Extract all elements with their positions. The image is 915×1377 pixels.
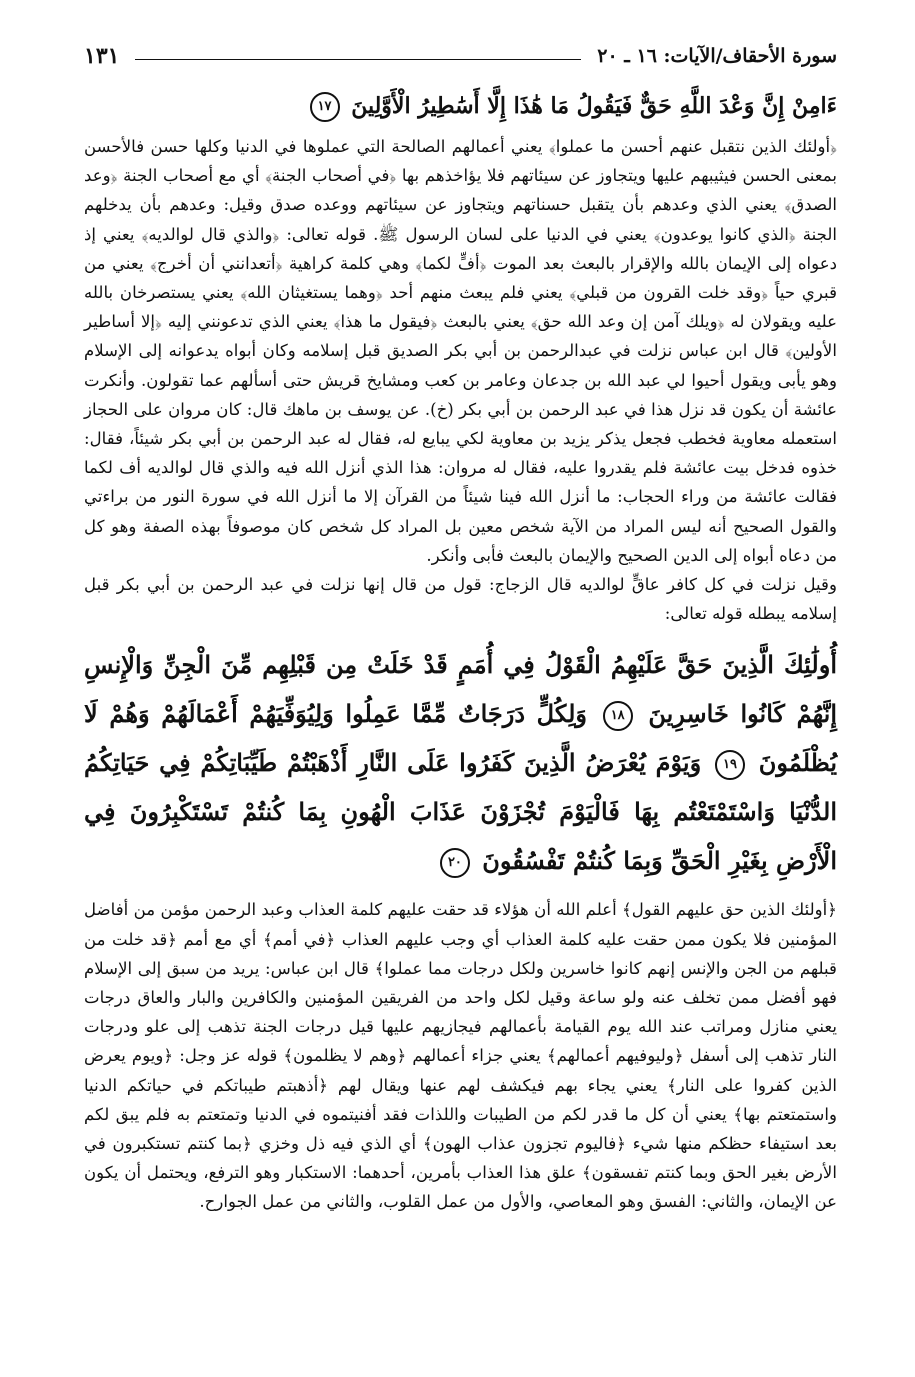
- running-header: [84, 38, 837, 74]
- verse-text: ءَامِنْ إِنَّ وَعْدَ اللَّهِ حَقٌّ فَيَقُولُ مَا هَٰذَا إِلَّا أَسَٰطِيرُ الْأَوَّلِينَ: [351, 93, 837, 119]
- ayah-number-marker: ١٧: [310, 92, 340, 122]
- verse-text: وَيَوْمَ يُعْرَضُ الَّذِينَ كَفَرُوا عَلَى النَّارِ أَذْهَبْتُمْ طَيِّبَاتِكُمْ فِي حَيَاتِكُمُ الدُّنْيَا وَاسْتَمْتَعْتُم بِهَا فَالْيَوْمَ تُجْزَوْنَ عَذَابَ الْهُونِ بِمَا كُنتُمْ تَسْتَكْبِرُونَ فِي الْأَرْضِ بِغَيْرِ الْحَقِّ وَبِمَا كُنتُمْ تَفْسُقُونَ: [84, 748, 837, 876]
- verse-top: [84, 84, 837, 128]
- verse-text: أُولَٰئِكَ الَّذِينَ حَقَّ عَلَيْهِمُ الْقَوْلُ فِي أُمَمٍ قَدْ خَلَتْ مِن قَبْلِهِم مِّنَ الْجِنِّ وَالْإِنسِ إِنَّهُمْ كَانُوا خَاسِرِينَ: [84, 650, 837, 729]
- ayah-number-marker: ١٨: [603, 701, 633, 731]
- surah-label: سورة الأحقاف/الآيات: ١٦ ـ ٢٠: [597, 45, 837, 67]
- page-number: ١٣١: [84, 43, 120, 69]
- tafsir-section-1: [84, 132, 837, 628]
- tafsir-section-2: [84, 895, 837, 1216]
- header-rule: [135, 59, 581, 60]
- ayah-number-marker: ٢٠: [440, 848, 470, 878]
- tafsir-paragraph: ﴿أولئك الذين حق عليهم القول﴾ أعلم الله أن هؤلاء قد حقت عليهم كلمة العذاب وعبد الرحمن مؤمن من أفاضل المؤمنين فلا يكون ممن حقت عليه كلمة العذاب أي وجب عليهم العذاب ﴿في أمم﴾ أي مع أمم ﴿قد خلت من قبلهم من الجن والإنس إنهم كانوا خاسرين ولكل درجات مما عملوا﴾ قال ابن عباس: يريد من سبق إلى الإسلام فهو أفضل ممن تخلف عنه ولو ساعة وقيل لكل واحد من الفريقين المؤمنين والكافرين والبار والعاق درجات يعني منازل ومراتب عند الله يوم القيامة بأعمالهم فيجازيهم عليها قيل درجات الجنة تذهب إلى علو ودرجات النار تذهب إلى أسفل ﴿وليوفيهم أعمالهم﴾ يعني جزاء أعمالهم ﴿وهم لا يظلمون﴾ قوله عز وجل: ﴿ويوم يعرض الذين كفروا على النار﴾ يعني يجاء بهم فيكشف لهم عنها ويقال لهم ﴿أذهبتم طيباتكم في حياتكم الدنيا واستمتعتم بها﴾ يعني أن كل ما قدر لكم من الطيبات واللذات فقد أفنيتموه في الدنيا وتمتعتم به فلم يبق لكم بعد استيفاء حظكم منها شيء ﴿فاليوم تجزون عذاب الهون﴾ أي الذي فيه ذل وخزي ﴿بما كنتم تستكبرون في الأرض بغير الحق وبما كنتم تفسقون﴾ علق هذا العذاب بأمرين، أحدهما: الاستكبار وهو الترفع، ويحتمل أن يكون عن الإيمان، والثاني: الفسق وهو المعاصي، والأول من عمل القلوب، والثاني من عمل الجوارح.: [84, 900, 837, 1212]
- verse-text: وَلِكُلٍّ دَرَجَاتٌ مِّمَّا عَمِلُوا وَلِيُوَفِّيَهُمْ أَعْمَالَهُمْ وَهُمْ لَا يُظْلَمُونَ: [84, 699, 838, 778]
- tafsir-paragraph: ﴿أولئك الذين نتقبل عنهم أحسن ما عملوا﴾ يعني أعمالهم الصالحة التي عملوها في الدنيا وكلها حسن فالأحسن بمعنى الحسن فيثيبهم عليها ويتجاوز عن سيئاتهم فلا يؤاخذهم بها ﴿في أصحاب الجنة﴾ أي مع أصحاب الجنة ﴿وعد الصدق﴾ يعني الذي وعدهم بأن يتقبل حسناتهم ويتجاوز عن سيئاتهم ووعده صدق وقيل: وعدهم بأن يدخلهم الجنة ﴿الذي كانوا يوعدون﴾ يعني في الدنيا على لسان الرسول ﷺ. قوله تعالى: ﴿والذي قال لوالديه﴾ يعني إذ دعواه إلى الإيمان بالله والإقرار بالبعث بعد الموت ﴿أفٍّ لكما﴾ وهي كلمة كراهية ﴿أتعدانني أن أخرج﴾ يعني من قبري حياً ﴿وقد خلت القرون من قبلي﴾ يعني فلم يبعث منهم أحد ﴿وهما يستغيثان الله﴾ يعني يستصرخان بالله عليه ويقولان له ﴿ويلك آمن إن وعد الله حق﴾ يعني بالبعث ﴿فيقول ما هذا﴾ يعني الذي تدعونني إليه ﴿إلا أساطير الأولين﴾ قال ابن عباس نزلت في عبدالرحمن بن أبي بكر الصديق قبل إسلامه وكان أبواه يدعوانه إلى الإسلام وهو يأبى ويقول أحيوا لي عبد الله بن جدعان وعامر بن كعب ومشايخ قريش حتى أسألهم عما تقولون. وأنكرت عائشة أن يكون قد نزل هذا في عبد الرحمن بن أبي بكر (خ). عن يوسف بن ماهك قال: كان مروان على الحجاز استعمله معاوية فخطب فجعل يذكر يزيد بن معاوية لكي يبايع له، فقال له عبد الرحمن بن أبي بكر شيئاً، فقال: خذوه فدخل بيت عائشة فلم يقدروا عليه، فقال له مروان: هذا الذي أنزل الله فيه والذي قال لوالديه أف لكما فقالت عائشة من وراء الحجاب: ما أنزل الله فينا شيئاً من القرآن إلا ما أنزل الله في سورة النور من براءتي والقول الصحيح أنه ليس المراد من الآية شخص معين بل المراد كل شخص كان موصوفاً بهذه الصفة وهو كل من دعاه أبواه إلى الدين الصحيح والإيمان بالبعث فأبى وأنكر.: [84, 137, 837, 565]
- ayah-number-marker: ١٩: [715, 750, 745, 780]
- tafsir-paragraph: وقيل نزلت في كل كافر عاقٍّ لوالديه قال الزجاج: قول من قال إنها نزلت في عبد الرحمن بن أبي بكر قبل إسلامه يبطله قوله تعالى:: [84, 575, 837, 624]
- verse-block: [84, 640, 837, 885]
